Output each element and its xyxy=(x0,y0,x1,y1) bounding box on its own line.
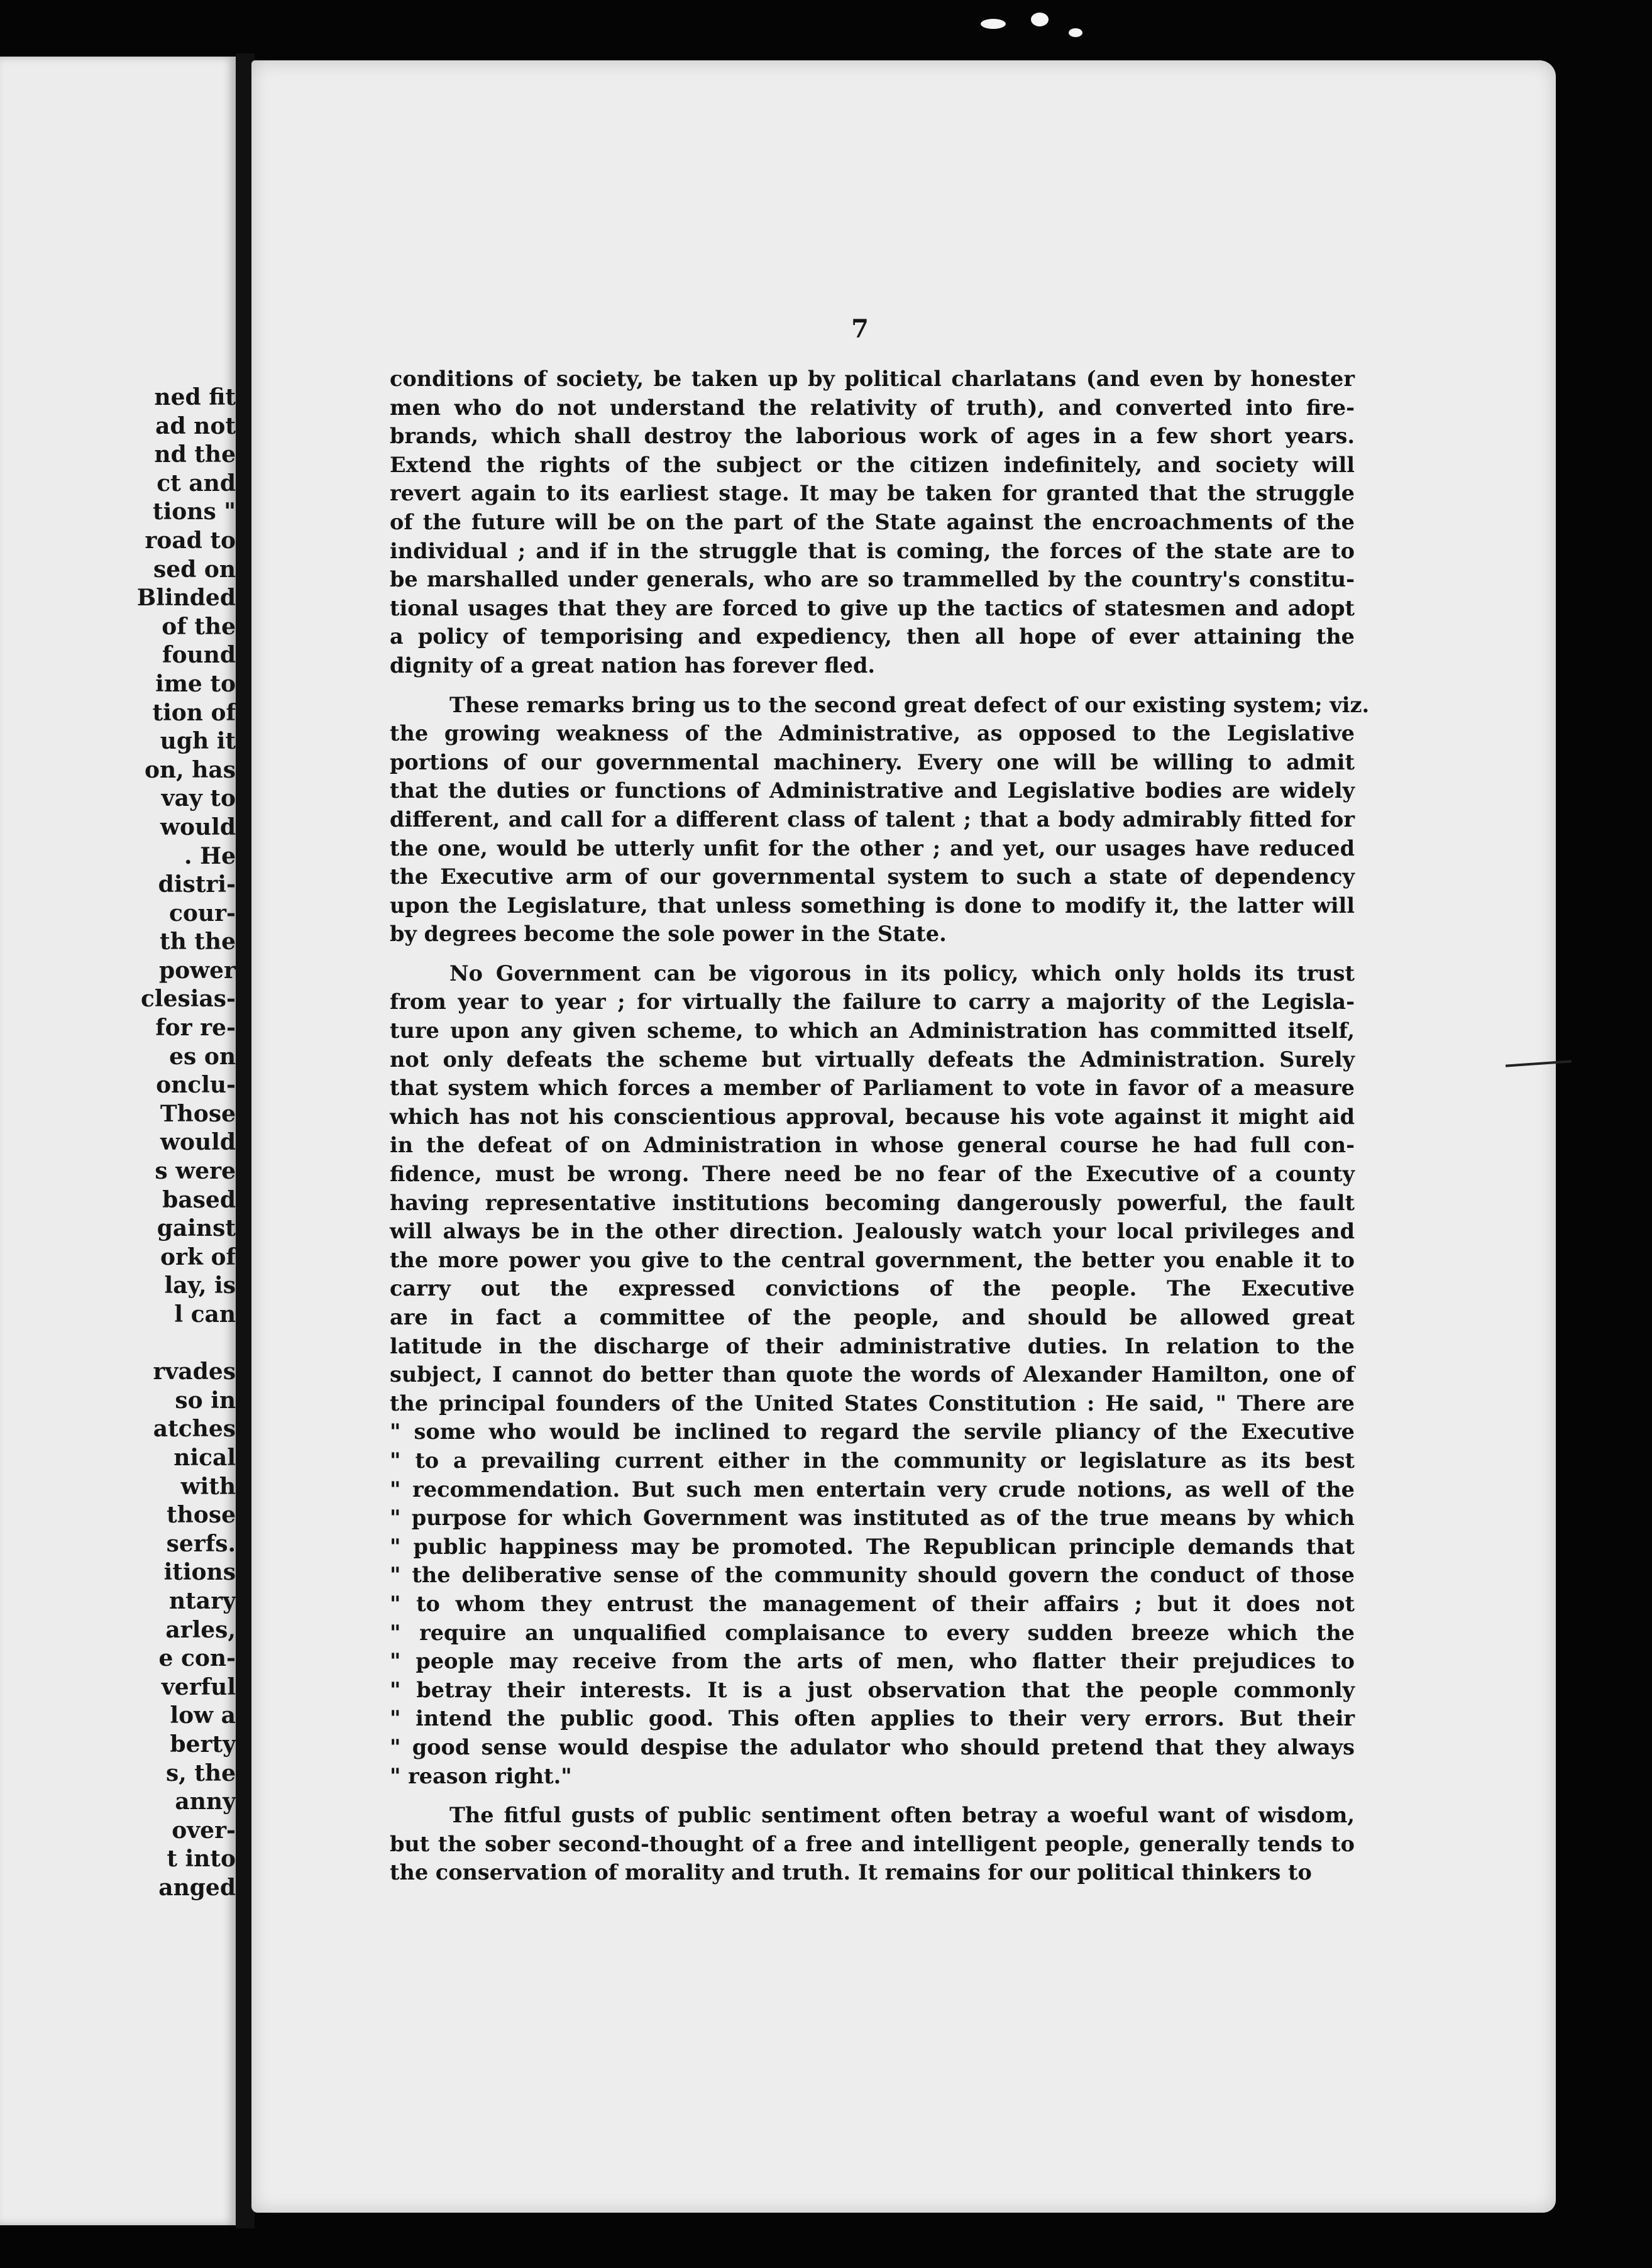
facing-page-line: Those xyxy=(160,1100,236,1127)
text-line: different, and call for a different class of talent ; that a body admirably fitted for xyxy=(390,806,1355,832)
facing-page-line: those xyxy=(167,1502,236,1529)
text-line: a policy of temporising and expediency, then all hope of ever attaining the xyxy=(390,624,1355,649)
scan-dust-speck xyxy=(981,19,1006,29)
facing-page-line: low a xyxy=(170,1702,236,1729)
facing-page-line: sed on xyxy=(153,556,236,583)
facing-page-line: power xyxy=(158,957,236,984)
facing-page xyxy=(0,57,236,2225)
body-text xyxy=(390,365,1370,1887)
facing-page-line: l can xyxy=(174,1301,236,1328)
text-line: having representative institutions becoming dangerously powerful, the fault xyxy=(390,1190,1355,1215)
facing-page-line: ime to xyxy=(155,670,236,697)
facing-page-line: for re- xyxy=(155,1015,236,1042)
facing-page-line: s were xyxy=(155,1158,236,1185)
text-line: from year to year ; for virtually the failure to carry a majority of the Legisla- xyxy=(390,989,1355,1015)
text-line: Extend the rights of the subject or the citizen indefinitely, and society will xyxy=(390,452,1355,477)
facing-page-line: would xyxy=(160,1129,236,1156)
paragraph xyxy=(390,365,1355,680)
text-line: tional usages that they are forced to give up the tactics of statesmen and adopt xyxy=(390,595,1355,620)
facing-page-line: atches xyxy=(153,1416,236,1443)
text-line: conditions of society, be taken up by political charlatans (and even by honester xyxy=(390,366,1355,391)
facing-page-line: itions xyxy=(163,1559,236,1586)
text-line: latitude in the discharge of their administrative duties. In relation to the xyxy=(390,1333,1355,1358)
text-line: upon the Legislature, that unless something is done to modify it, the latter will xyxy=(390,893,1355,918)
facing-page-line: with xyxy=(180,1473,236,1500)
facing-page-line: th the xyxy=(159,928,236,955)
facing-page-line: anny xyxy=(175,1788,236,1815)
facing-page-line: cour- xyxy=(168,900,236,927)
text-line: be marshalled under generals, who are so trammelled by the country's constitu- xyxy=(390,567,1355,592)
facing-page-line: vay to xyxy=(161,785,236,812)
facing-page-line: found xyxy=(162,642,236,669)
text-line: portions of our governmental machinery. Every one will be willing to admit xyxy=(390,749,1355,774)
facing-page-line: tions " xyxy=(152,498,236,526)
text-line: not only defeats the scheme but virtually defeats the Administration. Surely xyxy=(390,1047,1355,1072)
facing-page-line: road to xyxy=(145,527,236,554)
page-number: 7 xyxy=(851,314,869,344)
facing-page-line: rvades xyxy=(153,1358,236,1385)
facing-page-line: ct and xyxy=(157,470,236,497)
facing-page-line: es on xyxy=(169,1043,236,1070)
facing-page-line: ork of xyxy=(160,1243,236,1270)
facing-page-line: so in xyxy=(175,1387,236,1414)
facing-page-text-fragments xyxy=(0,383,236,1902)
text-line: " to whom they entrust the management of their affairs ; but it does not xyxy=(390,1591,1355,1616)
paragraph xyxy=(390,691,1370,949)
text-line: that the duties or functions of Administrative and Legislative bodies are widely xyxy=(390,778,1355,803)
facing-page-line: would xyxy=(160,813,236,840)
facing-page-line: arles, xyxy=(165,1616,236,1643)
text-line: that system which forces a member of Parliament to vote in favor of a measure xyxy=(390,1076,1355,1101)
facing-page-line: serfs. xyxy=(166,1530,236,1557)
text-line: the Executive arm of our governmental system to such a state of dependency xyxy=(390,864,1355,889)
text-line: " reason right." xyxy=(390,1763,572,1788)
facing-page-line: tion of xyxy=(152,699,236,726)
text-line: but the sober second-thought of a free and intelligent people, generally tends to xyxy=(390,1831,1355,1856)
facing-page-line: ugh it xyxy=(160,728,236,755)
text-line: the growing weakness of the Administrative, as opposed to the Legislative xyxy=(390,721,1355,746)
facing-page-line: distri- xyxy=(158,871,236,898)
text-line: " recommendation. But such men entertain very crude notions, as well of the xyxy=(390,1477,1355,1502)
facing-page-line xyxy=(0,1329,236,1358)
facing-page-line: on, has xyxy=(144,756,236,783)
paragraph xyxy=(390,959,1355,1790)
text-line: fidence, must be wrong. There need be no fear of the Executive of a county xyxy=(390,1162,1355,1187)
text-line: " some who would be inclined to regard the servile pliancy of the Executive xyxy=(390,1419,1355,1445)
text-line: in the defeat of on Administration in whose general course he had full con- xyxy=(390,1133,1355,1158)
text-line: individual ; and if in the struggle that is coming, the forces of the state are to xyxy=(390,538,1355,563)
text-line: These remarks bring us to the second great defect of our existing system; viz. xyxy=(449,692,1370,717)
text-line: " people may receive from the arts of men, who flatter their prejudices to xyxy=(390,1649,1355,1674)
text-line: of the future will be on the part of the State against the encroachments of the xyxy=(390,509,1355,534)
paragraph xyxy=(390,1801,1355,1887)
text-line: brands, which shall destroy the laborious work of ages in a few short years. xyxy=(390,424,1355,449)
facing-page-line: verful xyxy=(161,1673,236,1700)
facing-page-line: ad not xyxy=(155,412,236,439)
text-line: which has not his conscientious approval, because his vote against it might aid xyxy=(390,1104,1355,1129)
facing-page-line: berty xyxy=(170,1731,236,1758)
facing-page-line: clesias- xyxy=(141,986,236,1013)
facing-page-line: ned fit xyxy=(154,384,236,410)
text-line: men who do not understand the relativity of truth), and converted into fire- xyxy=(390,395,1355,420)
text-line: the conservation of morality and truth. It remains for our political thinkers to xyxy=(390,1860,1312,1885)
facing-page-line: nd the xyxy=(154,441,236,468)
text-line: " to a prevailing current either in the community or legislature as its best xyxy=(390,1448,1355,1473)
scan-dust-speck xyxy=(1069,28,1082,37)
text-line: " intend the public good. This often applies to their very errors. But their xyxy=(390,1706,1355,1731)
text-line: revert again to its earliest stage. It may be taken for granted that the struggle xyxy=(390,481,1355,506)
text-line: " the deliberative sense of the community should govern the conduct of those xyxy=(390,1563,1355,1588)
text-line: the more power you give to the central government, the better you enable it to xyxy=(390,1247,1355,1272)
facing-page-line: gainst xyxy=(157,1215,236,1242)
text-line: dignity of a great nation has forever fled. xyxy=(390,652,876,678)
text-line: by degrees become the sole power in the State. xyxy=(390,922,947,947)
facing-page-line: onclu- xyxy=(156,1072,236,1099)
facing-page-line: lay, is xyxy=(164,1272,236,1299)
facing-page-line: ntary xyxy=(168,1587,236,1614)
text-line: " require an unqualified complaisance to every sudden breeze which the xyxy=(390,1620,1355,1645)
facing-page-line: t into xyxy=(167,1846,236,1873)
scan-dust-speck xyxy=(1031,13,1049,26)
text-line: carry out the expressed convictions of the people. The Executive xyxy=(390,1276,1355,1301)
text-line: subject, I cannot do better than quote the words of Alexander Hamilton, one of xyxy=(390,1362,1355,1387)
facing-page-line: . He xyxy=(184,842,236,869)
text-line: " good sense would despise the adulator who should pretend that they always xyxy=(390,1734,1355,1759)
text-line: The fitful gusts of public sentiment often betray a woeful want of wisdom, xyxy=(449,1803,1355,1828)
facing-page-line: over- xyxy=(172,1817,236,1844)
text-line: will always be in the other direction. Jealously watch your local privileges and xyxy=(390,1219,1355,1244)
facing-page-line: s, the xyxy=(165,1759,236,1786)
facing-page-line: Blinded xyxy=(136,585,236,612)
facing-page-line: anged xyxy=(158,1874,236,1901)
text-line: " purpose for which Government was instituted as of the true means by which xyxy=(390,1506,1355,1531)
text-line: ture upon any given scheme, to which an Administration has committed itself, xyxy=(390,1018,1355,1043)
facing-page-line: of the xyxy=(162,613,236,640)
text-line: No Government can be vigorous in its policy, which only holds its trust xyxy=(449,961,1355,986)
text-line: " betray their interests. It is a just observation that the people commonly xyxy=(390,1677,1355,1702)
facing-page-line: nical xyxy=(173,1444,236,1471)
text-line: are in fact a committee of the people, and should be allowed great xyxy=(390,1305,1355,1329)
text-line: " public happiness may be promoted. The Republican principle demands that xyxy=(390,1534,1355,1559)
text-line: the one, would be utterly unfit for the other ; and yet, our usages have reduced xyxy=(390,835,1355,861)
text-line: the principal founders of the United States Constitution : He said, " There are xyxy=(390,1390,1355,1416)
facing-page-line: e con- xyxy=(158,1645,236,1672)
facing-page-line: based xyxy=(162,1186,236,1213)
